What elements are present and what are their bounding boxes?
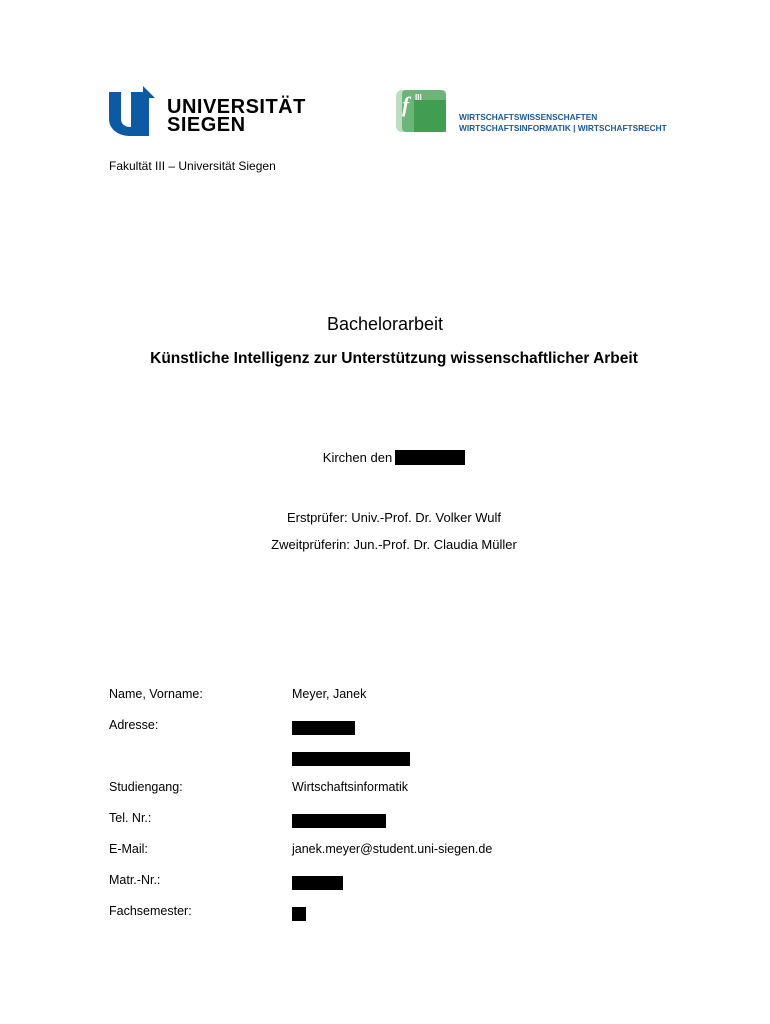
date-redaction [395,450,465,465]
program-label: Studiengang: [109,780,183,794]
first-examiner: Erstprüfer: Univ.-Prof. Dr. Volker Wulf [286,510,502,525]
phone-redaction [292,814,386,828]
semester-redaction [292,907,306,921]
faculty-logo-numeral: III [415,93,422,102]
address-redaction-line2 [292,752,410,766]
address-label: Adresse: [109,718,159,732]
matriculation-label: Matr.-Nr.: [109,873,161,887]
name-value: Meyer, Janek [292,687,367,701]
university-logo [109,86,306,138]
thesis-title: Künstliche Intelligenz zur Unterstützung wissenschaftlicher Arbeit [150,350,638,367]
university-logo-mark [109,86,163,138]
faculty-name-line2: WIRTSCHAFTSINFORMATIK | WIRTSCHAFTSRECHT [459,123,667,133]
university-name-line1: UNIVERSITÄT [167,96,306,118]
second-examiner: Zweitprüferin: Jun.-Prof. Dr. Claudia Müller [271,537,517,552]
email-value: janek.meyer@student.uni-siegen.de [292,842,493,856]
university-name-line2: SIEGEN [167,114,246,136]
program-value: Wirtschaftsinformatik [292,780,408,794]
address-redaction-line1 [292,721,355,735]
name-label: Name, Vorname: [109,687,203,701]
faculty-header: Fakultät III – Universität Siegen [109,159,276,173]
matriculation-redaction [292,876,343,890]
place-date-prefix: Kirchen den [322,450,393,465]
semester-label: Fachsemester: [109,904,192,918]
faculty-name-line1: WIRTSCHAFTSWISSENSCHAFTEN [459,112,598,122]
email-label: E-Mail: [109,842,148,856]
faculty-logo-letter: f [402,92,410,117]
phone-label: Tel. Nr.: [109,811,152,825]
document-type: Bachelorarbeit [326,314,444,334]
faculty-logo-mark [396,86,456,136]
place-date [0,450,770,465]
faculty-logo [396,86,686,136]
